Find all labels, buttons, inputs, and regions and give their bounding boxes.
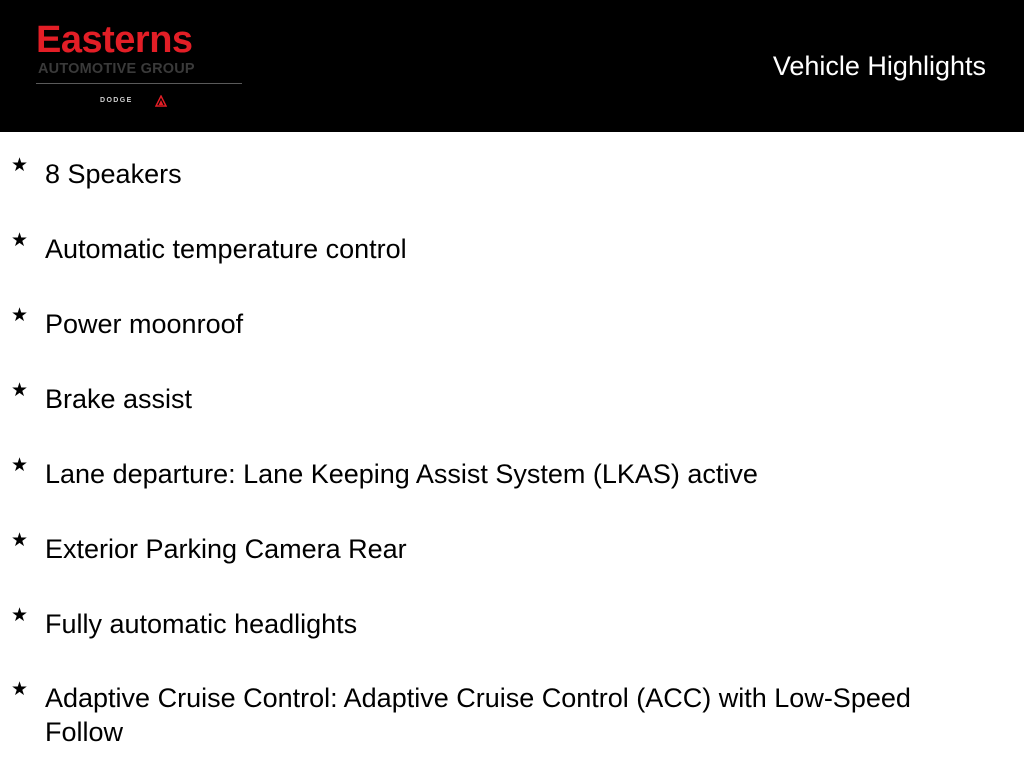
highlight-text: Exterior Parking Camera Rear (45, 534, 407, 564)
star-icon: ★ (11, 529, 29, 551)
highlight-text: Brake assist (45, 384, 193, 414)
dodge-logo-icon (155, 95, 167, 107)
header-bar (0, 0, 1024, 132)
logo-brand-text: DODGE (100, 97, 133, 104)
star-icon: ★ (11, 454, 29, 476)
star-icon: ★ (11, 229, 29, 251)
logo-divider (36, 83, 242, 84)
highlight-text: Fully automatic headlights (45, 609, 358, 639)
dealer-logo (36, 20, 242, 112)
highlight-text: Lane departure: Lane Keeping Assist System (LKAS) active (45, 459, 758, 489)
star-icon: ★ (11, 678, 29, 700)
highlight-text: Automatic temperature control (45, 234, 407, 264)
star-icon: ★ (11, 304, 29, 326)
highlight-text: Power moonroof (45, 309, 244, 339)
logo-wordmark: Easterns (36, 19, 193, 61)
star-icon: ★ (11, 154, 29, 176)
highlight-text: 8 Speakers (45, 159, 182, 189)
logo-subtitle: AUTOMOTIVE GROUP (38, 61, 195, 77)
star-icon: ★ (11, 604, 29, 626)
star-icon: ★ (11, 379, 29, 401)
page-title: Vehicle Highlights (772, 51, 986, 81)
highlight-text: Adaptive Cruise Control: Adaptive Cruise Control (ACC) with Low-Speed Follow (45, 683, 911, 747)
